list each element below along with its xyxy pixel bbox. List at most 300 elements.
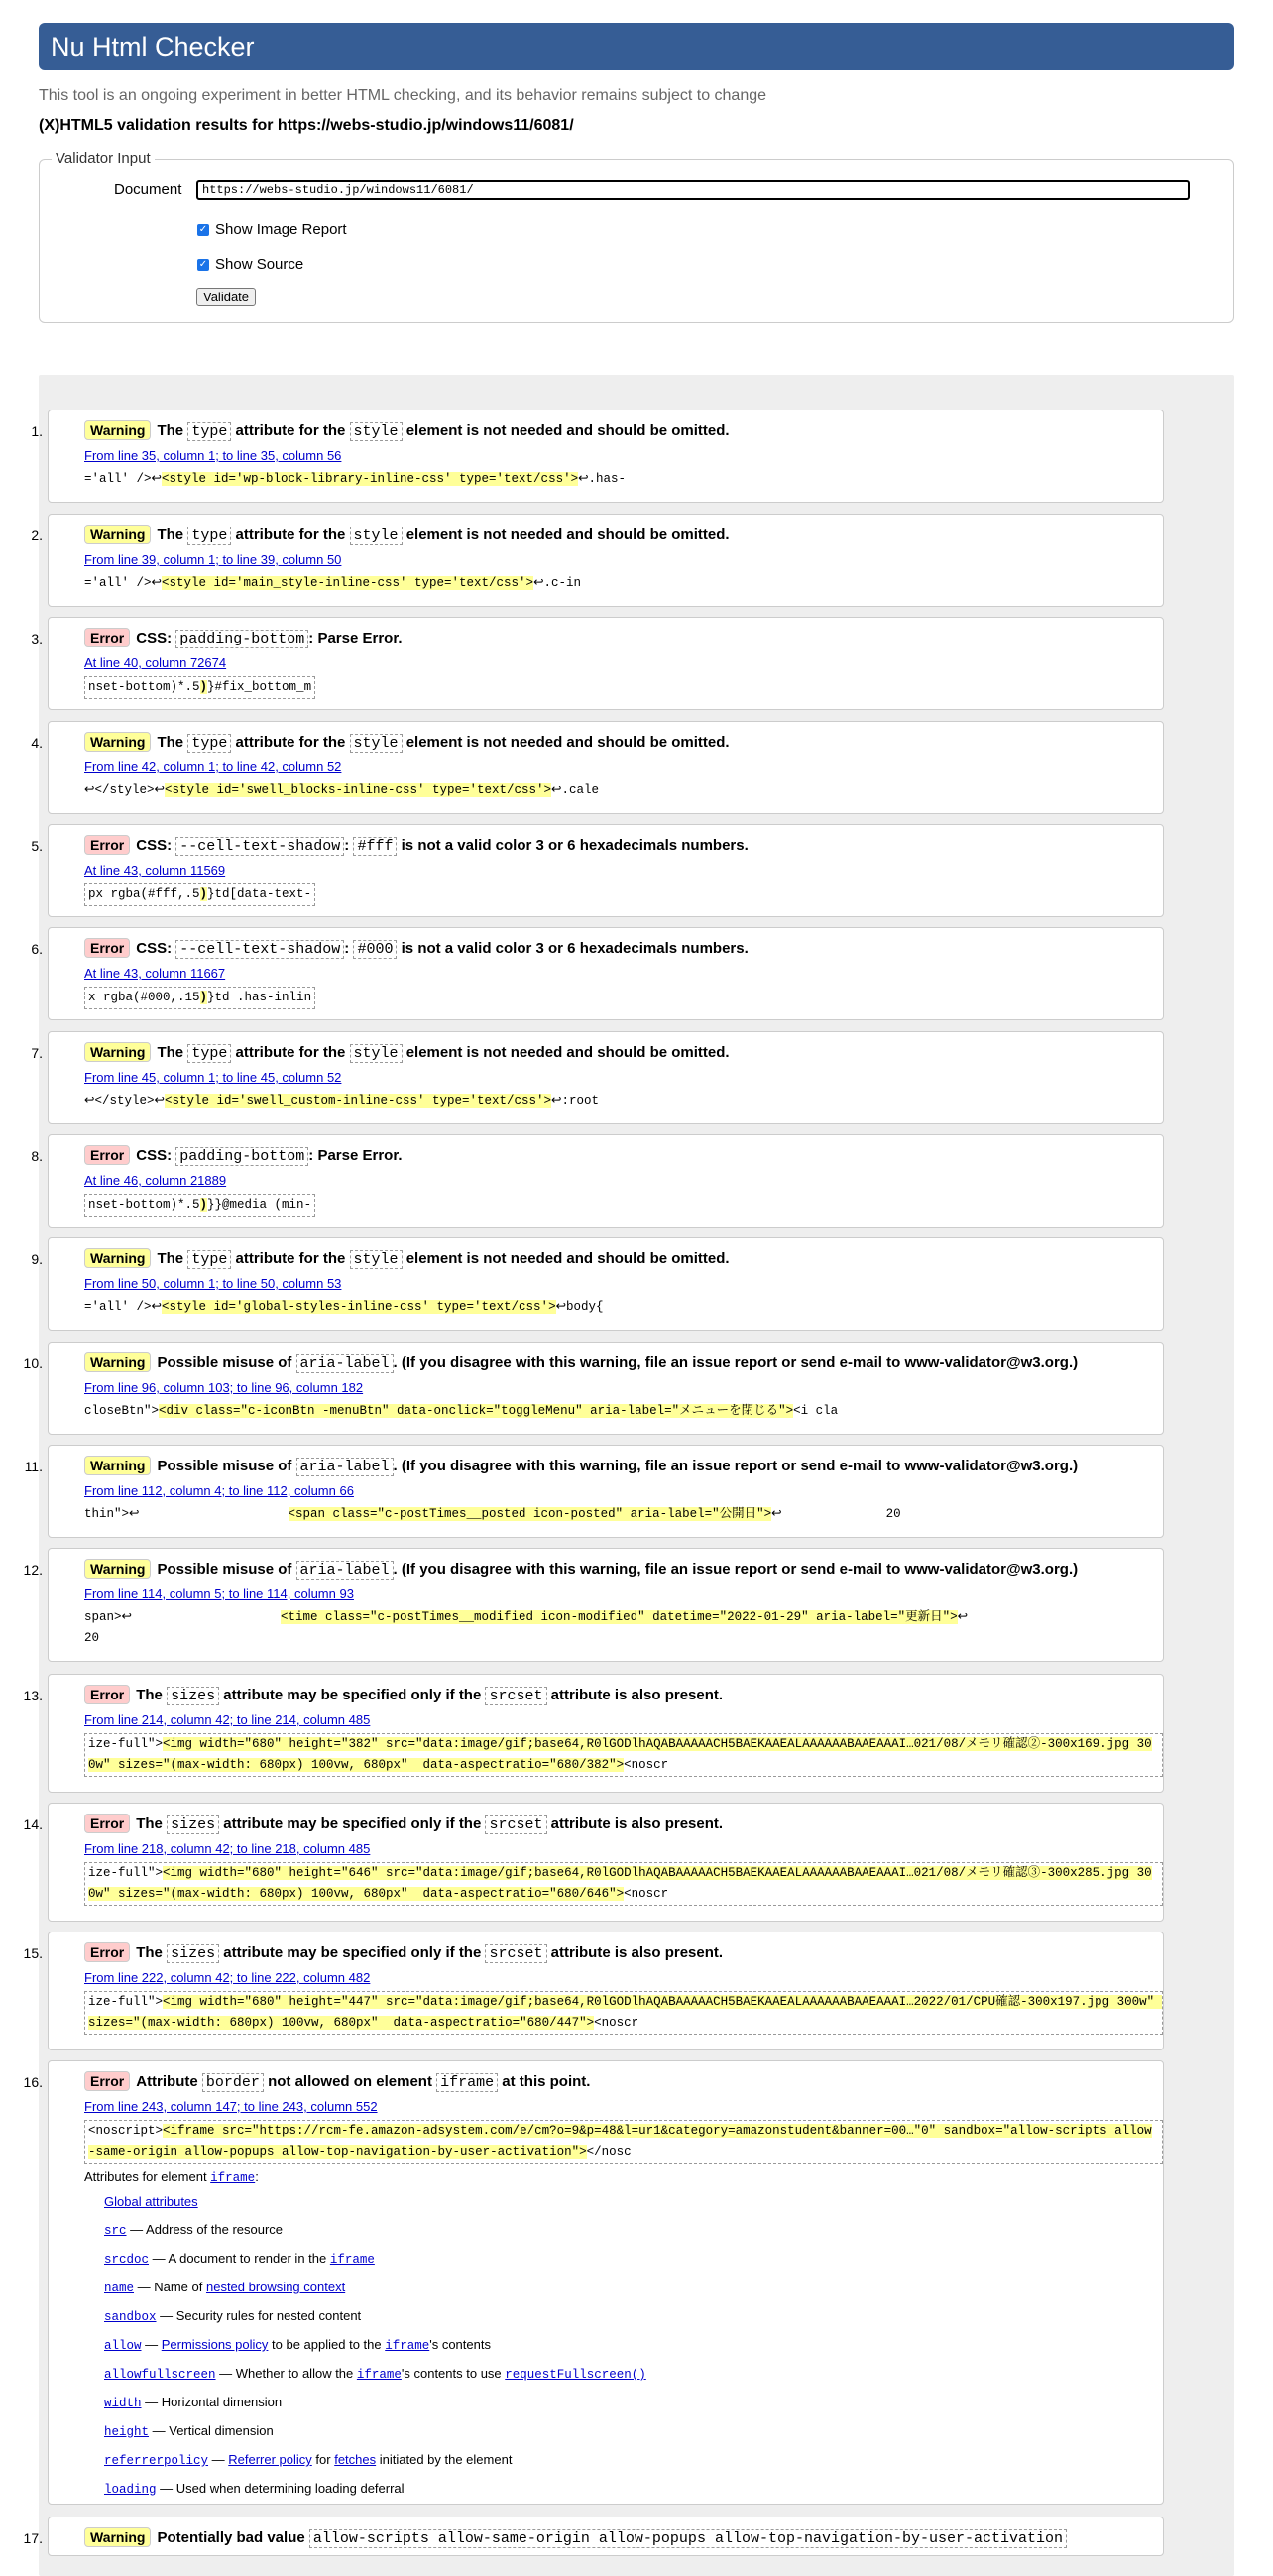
- message-number: 2.: [31, 527, 43, 543]
- message-heading: [84, 1248, 1163, 1271]
- element-link[interactable]: [505, 2366, 646, 2381]
- source-extract: [84, 676, 315, 699]
- extract-highlight: <img width="680" height="382" src="data:image/gif;base64,R0lGODlhAQABAAAAACH5BAEKAAEALAAAAAABAAEAAAI…021/08/メモリ確認②-300x169.jpg 300w" sizes="(max-width: 680px) 100vw, 680px" data-aspectratio="680/382">: [88, 1737, 1152, 1772]
- extract-highlight: <img width="680" height="646" src="data:image/gif;base64,R0lGODlhAQABAAAAACH5BAEKAAEALAAAAAABAAEAAAI…021/08/メモリ確認③-300x285.jpg 300w" sizes="(max-width: 680px) 100vw, 680px" data-aspectratio="680/646">: [88, 1866, 1152, 1901]
- message-text: element is not needed and should be omitted.: [402, 527, 730, 543]
- definition-link[interactable]: Referrer policy: [228, 2452, 312, 2467]
- message-text: CSS:: [136, 630, 176, 646]
- error-badge: Error: [84, 835, 130, 855]
- location-link[interactable]: From line 112, column 4; to line 112, column 66: [84, 1483, 354, 1498]
- attribute-link[interactable]: [104, 2366, 216, 2381]
- error-badge: Error: [84, 1942, 130, 1962]
- message-keyword: type: [187, 422, 231, 441]
- message-heading: [84, 1814, 1163, 1836]
- message-text: attribute for the: [231, 734, 350, 751]
- message-text: Potentially bad value: [157, 2529, 309, 2546]
- message-keyword: style: [350, 734, 403, 753]
- source-extract: [84, 1297, 1163, 1318]
- attributes-heading-suffix: :: [255, 2169, 259, 2184]
- message-text: Possible misuse of: [157, 1458, 296, 1474]
- message-text: attribute for the: [231, 422, 350, 439]
- message-text: : Parse Error.: [308, 1147, 403, 1164]
- attribute-item: [84, 2302, 1163, 2331]
- attribute-link[interactable]: [104, 2395, 142, 2409]
- attribute-desc: — Horizontal dimension: [141, 2395, 283, 2409]
- message-keyword: style: [350, 1250, 403, 1269]
- message-location: [84, 1069, 1163, 1087]
- attribute-link[interactable]: [104, 2337, 142, 2352]
- attribute-item: [84, 2188, 1163, 2216]
- message-number: 1.: [31, 423, 43, 439]
- attribute-name: loading: [104, 2483, 157, 2497]
- message-keyword: #000: [353, 940, 397, 959]
- attribute-desc: for: [311, 2452, 335, 2467]
- attribute-name: height: [104, 2425, 150, 2439]
- attribute-item: [84, 2389, 1163, 2417]
- attribute-item: [84, 2446, 1163, 2475]
- attribute-item: [84, 2274, 1163, 2302]
- source-extract: [84, 1862, 1163, 1906]
- extract-highlight: ): [199, 680, 208, 694]
- location-link[interactable]: At line 46, column 21889: [84, 1173, 227, 1188]
- extract-after: <noscr: [594, 2016, 639, 2030]
- extract-highlight: <time class="c-postTimes__modified icon-modified" datetime="2022-01-29" aria-label="更新日">: [281, 1610, 958, 1624]
- warning-badge: Warning: [84, 1559, 151, 1579]
- location-link[interactable]: From line 42, column 1; to line 42, column 52: [84, 760, 342, 774]
- message-text: CSS:: [136, 837, 176, 854]
- message-item: [31, 1237, 1164, 1331]
- message-number: 4.: [31, 735, 43, 751]
- message-item: [31, 721, 1164, 814]
- message-location: [84, 759, 1163, 776]
- extract-before: thin">↩: [84, 1507, 289, 1521]
- attribute-item: [84, 2475, 1163, 2504]
- message-number: 10.: [23, 1355, 43, 1371]
- location-link[interactable]: From line 45, column 1; to line 45, column 52: [84, 1070, 342, 1085]
- extract-before: ↩</style>↩: [84, 783, 165, 797]
- attribute-link[interactable]: Global attributes: [104, 2194, 198, 2209]
- message-number: 15.: [23, 1945, 43, 1961]
- message-item: [31, 927, 1164, 1020]
- extract-before: px rgba(#fff,.5: [88, 887, 200, 901]
- extract-before: nset-bottom)*.5: [88, 1198, 200, 1212]
- extract-highlight: <style id='swell_custom-inline-css' type='text/css'>: [164, 1094, 552, 1108]
- message-text: The: [157, 1250, 188, 1267]
- message-keyword: sizes: [167, 1687, 219, 1705]
- message-text: Possible misuse of: [157, 1561, 296, 1578]
- message-keyword: iframe: [436, 2073, 498, 2092]
- attribute-name: name: [104, 2282, 135, 2295]
- message-text: attribute may be specified only if the: [219, 1944, 486, 1961]
- message-text: element is not needed and should be omitted.: [402, 422, 730, 439]
- attribute-name: srcdoc: [104, 2253, 150, 2267]
- message-text: The: [157, 527, 188, 543]
- message-heading: [84, 1685, 1163, 1707]
- message-heading: [84, 420, 1163, 443]
- message-number: 14.: [23, 1816, 43, 1832]
- extract-before: ↩</style>↩: [84, 1094, 165, 1108]
- attribute-desc: — Address of the resource: [126, 2222, 284, 2237]
- message-heading: [84, 835, 1163, 858]
- attribute-item: [84, 2331, 1163, 2360]
- message-keyword: padding-bottom: [175, 630, 308, 648]
- attribute-link[interactable]: [104, 2222, 127, 2237]
- warning-badge: Warning: [84, 1042, 151, 1062]
- extract-before: ='all' />↩: [84, 472, 162, 486]
- message-item: [23, 1932, 1164, 2050]
- attribute-desc: —: [208, 2452, 229, 2467]
- message-heading: [84, 1352, 1163, 1375]
- message-keyword: #fff: [353, 837, 397, 856]
- message-location: [84, 1482, 1163, 1500]
- source-extract: [84, 1194, 315, 1217]
- extract-highlight: <iframe src="https://rcm-fe.amazon-adsystem.com/e/cm?o=9&p=48&l=ur1&category=amazonstudent&banner=00…"0" sandbox="allow-scripts allow-same-origin allow-popups allow-top-navigation-by-user-activation">: [88, 2124, 1152, 2159]
- location-link[interactable]: From line 243, column 147; to line 243, column 552: [84, 2099, 378, 2114]
- element-link[interactable]: [357, 2366, 402, 2381]
- attribute-name: allowfullscreen: [104, 2368, 216, 2382]
- attributes-heading-text: Attributes for element: [84, 2169, 211, 2184]
- attribute-link[interactable]: [104, 2452, 208, 2467]
- message-heading: [84, 1559, 1163, 1581]
- source-extract: [84, 1401, 1163, 1422]
- element-code: requestFullscreen(): [505, 2368, 646, 2382]
- extract-before: ize-full">: [88, 1866, 164, 1880]
- message-number: 3.: [31, 631, 43, 646]
- message-number: 11.: [24, 1459, 43, 1474]
- extract-after: }td .has-inlin: [207, 991, 312, 1004]
- show-image-report-option[interactable]: [197, 221, 347, 238]
- attribute-desc: — Vertical dimension: [149, 2423, 274, 2438]
- attribute-name: referrerpolicy: [104, 2454, 209, 2468]
- attribute-link[interactable]: [104, 2251, 149, 2266]
- message-keyword: sizes: [167, 1815, 219, 1834]
- message-text: . (If you disagree with this warning, file an issue report or send e-mail to www-validator@w3.org.): [393, 1458, 1079, 1474]
- extract-before: ize-full">: [88, 1995, 164, 2009]
- source-extract: [84, 2120, 1163, 2164]
- message-heading: [84, 1042, 1163, 1065]
- attribute-desc: — Whether to allow the: [215, 2366, 357, 2381]
- message-keyword: type: [187, 734, 231, 753]
- extract-highlight: <style id='global-styles-inline-css' type='text/css'>: [162, 1300, 556, 1314]
- attribute-item: [84, 2245, 1163, 2274]
- message-text: The: [157, 734, 188, 751]
- attributes-heading: [84, 2167, 1163, 2188]
- source-extract: [84, 780, 1163, 801]
- message-item: [24, 1445, 1164, 1538]
- attribute-name: allow: [104, 2339, 142, 2353]
- message-keyword: aria-label: [296, 1561, 394, 1580]
- error-badge: Error: [84, 1814, 130, 1833]
- message-keyword: padding-bottom: [175, 1147, 308, 1166]
- message-keyword: aria-label: [296, 1354, 394, 1373]
- message-item: [23, 1803, 1164, 1922]
- element-code: iframe: [329, 2253, 375, 2267]
- message-text: element is not needed and should be omitted.: [402, 734, 730, 751]
- message-keyword: type: [187, 1250, 231, 1269]
- message-number: 13.: [23, 1688, 43, 1703]
- extract-highlight: <style id='main_style-inline-css' type='text/css'>: [162, 576, 534, 590]
- message-number: 17.: [23, 2530, 43, 2546]
- message-text: attribute for the: [231, 527, 350, 543]
- message-text: attribute is also present.: [546, 1815, 724, 1832]
- message-heading: [84, 2527, 1163, 2550]
- message-text: attribute is also present.: [546, 1687, 724, 1703]
- message-item: [23, 2060, 1164, 2505]
- extract-highlight: ): [199, 991, 208, 1004]
- show-image-report-checkbox[interactable]: ✓: [198, 223, 208, 235]
- message-location: [84, 551, 1163, 569]
- message-item: [31, 1134, 1164, 1228]
- message-heading: [84, 628, 1163, 650]
- validate-button[interactable]: Validate: [196, 288, 256, 306]
- message-location: [84, 2098, 1163, 2116]
- extract-highlight: <div class="c-iconBtn -menuBtn" data-onclick="toggleMenu" aria-label="メニューを閉じる">: [159, 1404, 794, 1418]
- message-text: Attribute: [136, 2073, 202, 2090]
- location-link[interactable]: From line 96, column 103; to line 96, column 182: [84, 1380, 364, 1395]
- attribute-desc: to be applied to the: [268, 2337, 386, 2352]
- message-location: [84, 1172, 1163, 1190]
- validator-input-fieldset: [39, 150, 1234, 323]
- extract-after: ↩.cale: [551, 783, 600, 797]
- attribute-desc: —: [141, 2337, 162, 2352]
- extract-after: ↩.has-: [578, 472, 627, 486]
- message-heading: [84, 1456, 1163, 1478]
- message-text: The: [157, 422, 188, 439]
- message-heading: [84, 2071, 1163, 2094]
- message-text: at this point.: [498, 2073, 591, 2090]
- message-text: is not a valid color 3 or 6 hexadecimals numbers.: [397, 940, 749, 957]
- message-item: [31, 824, 1164, 917]
- extract-after: ↩.c-in: [533, 576, 582, 590]
- extract-after: }}@media (min-: [207, 1198, 312, 1212]
- extract-after: }td[data-text-: [207, 887, 312, 901]
- source-extract: [84, 1091, 1163, 1112]
- message-keyword: type: [187, 1044, 231, 1063]
- warning-badge: Warning: [84, 732, 151, 752]
- message-number: 5.: [31, 838, 43, 854]
- definition-link[interactable]: fetches: [334, 2452, 377, 2467]
- message-text: attribute for the: [231, 1044, 350, 1061]
- message-keyword: type: [187, 527, 231, 545]
- warning-badge: Warning: [84, 1456, 151, 1475]
- message-keyword: srcset: [485, 1944, 546, 1963]
- extract-after: </nosc: [586, 2145, 632, 2159]
- definition-link[interactable]: nested browsing context: [205, 2280, 346, 2294]
- message-keyword: --cell-text-shadow: [175, 837, 344, 856]
- message-text: Possible misuse of: [157, 1354, 296, 1371]
- attribute-item: [84, 2360, 1163, 2389]
- attribute-item: [84, 2216, 1163, 2245]
- message-item: [23, 1548, 1164, 1662]
- error-badge: Error: [84, 2071, 130, 2091]
- warning-badge: Warning: [84, 1352, 151, 1372]
- extract-highlight: <style id='wp-block-library-inline-css' type='text/css'>: [162, 472, 579, 486]
- message-item: [23, 1674, 1164, 1793]
- error-badge: Error: [84, 938, 130, 958]
- message-text: The: [136, 1687, 168, 1703]
- extract-after: ↩:root: [551, 1094, 600, 1108]
- extract-after: ↩body{: [555, 1300, 604, 1314]
- message-keyword: allow-scripts allow-same-origin allow-popups allow-top-navigation-by-user-activation: [309, 2529, 1067, 2548]
- extract-before: closeBtn">: [84, 1404, 160, 1418]
- message-heading: [84, 1145, 1163, 1168]
- message-text: is not a valid color 3 or 6 hexadecimals numbers.: [397, 837, 749, 854]
- subtitle: This tool is an ongoing experiment in better HTML checking, and its behavior remains subject to change: [39, 87, 767, 104]
- extract-after: ↩ 20: [84, 1610, 969, 1645]
- extract-highlight: ): [199, 1198, 208, 1212]
- message-keyword: style: [350, 527, 403, 545]
- element-link[interactable]: [385, 2337, 429, 2352]
- iframe-element-link[interactable]: [210, 2169, 255, 2184]
- message-heading: [84, 732, 1163, 755]
- message-text: attribute may be specified only if the: [219, 1687, 486, 1703]
- message-number: 9.: [31, 1251, 43, 1267]
- message-location: [84, 1711, 1163, 1729]
- extract-after: ↩ 20: [771, 1507, 901, 1521]
- attribute-name: sandbox: [104, 2310, 157, 2324]
- extract-before: <noscript>: [88, 2124, 164, 2138]
- message-item: [23, 1342, 1164, 1435]
- message-number: 8.: [31, 1148, 43, 1164]
- source-extract: [84, 573, 1163, 594]
- message-keyword: border: [202, 2073, 264, 2092]
- validator-legend: Validator Input: [52, 150, 155, 167]
- attribute-desc: — A document to render in the: [149, 2251, 330, 2266]
- attribute-link[interactable]: [104, 2280, 134, 2294]
- extract-before: span>↩: [84, 1610, 282, 1624]
- message-text: CSS:: [136, 1147, 176, 1164]
- message-number: 16.: [23, 2074, 43, 2090]
- extract-highlight: ): [199, 887, 208, 901]
- show-source-checkbox[interactable]: ✓: [198, 258, 208, 270]
- message-text: . (If you disagree with this warning, file an issue report or send e-mail to www-validator@w3.org.): [393, 1354, 1079, 1371]
- location-link[interactable]: From line 218, column 42; to line 218, column 485: [84, 1841, 371, 1856]
- location-link[interactable]: From line 39, column 1; to line 39, column 50: [84, 552, 342, 567]
- message-keyword: --cell-text-shadow: [175, 940, 344, 959]
- source-extract: [84, 1504, 1163, 1525]
- message-location: [84, 965, 1163, 983]
- location-link[interactable]: At line 43, column 11667: [84, 966, 226, 981]
- message-text: : Parse Error.: [308, 630, 403, 646]
- extract-before: ize-full">: [88, 1737, 164, 1751]
- extract-highlight: <span class="c-postTimes__posted icon-posted" aria-label="公開日">: [288, 1507, 772, 1521]
- message-location: [84, 654, 1163, 672]
- message-keyword: sizes: [167, 1944, 219, 1963]
- source-extract: [84, 1607, 1163, 1649]
- location-link[interactable]: From line 35, column 1; to line 35, column 56: [84, 448, 342, 463]
- message-number: 12.: [23, 1562, 43, 1578]
- location-link[interactable]: From line 214, column 42; to line 214, column 485: [84, 1712, 371, 1727]
- message-keyword: aria-label: [296, 1458, 394, 1476]
- message-text: :: [344, 940, 354, 957]
- attribute-item: [84, 2417, 1163, 2446]
- warning-badge: Warning: [84, 525, 151, 544]
- location-link[interactable]: From line 222, column 42; to line 222, column 482: [84, 1970, 371, 1985]
- message-text: CSS:: [136, 940, 176, 957]
- message-location: [84, 1379, 1163, 1397]
- location-link[interactable]: At line 40, column 72674: [84, 655, 227, 670]
- source-extract: [84, 469, 1163, 490]
- element-link[interactable]: [330, 2251, 375, 2266]
- message-text: attribute may be specified only if the: [219, 1815, 486, 1832]
- message-item: [31, 410, 1164, 503]
- page-title: Nu Html Checker: [39, 23, 1234, 70]
- extract-highlight: <style id='swell_blocks-inline-css' type='text/css'>: [164, 783, 552, 797]
- attribute-name: src: [104, 2224, 127, 2238]
- location-link[interactable]: At line 43, column 11569: [84, 863, 226, 878]
- attribute-desc: — Security rules for nested content: [156, 2308, 362, 2323]
- attribute-link[interactable]: [104, 2481, 157, 2496]
- error-badge: Error: [84, 1685, 130, 1704]
- source-extract: [84, 987, 315, 1009]
- attribute-link[interactable]: [104, 2308, 157, 2323]
- source-extract: [84, 1991, 1163, 2035]
- message-text: :: [344, 837, 354, 854]
- definition-link[interactable]: Permissions policy: [161, 2337, 269, 2352]
- extract-before: ='all' />↩: [84, 576, 162, 590]
- warning-badge: Warning: [84, 1248, 151, 1268]
- extract-after: <noscr: [624, 1758, 669, 1772]
- attribute-desc: 's contents to use: [401, 2366, 506, 2381]
- location-link[interactable]: From line 50, column 1; to line 50, column 53: [84, 1276, 342, 1291]
- message-text: attribute is also present.: [546, 1944, 724, 1961]
- element-code: iframe: [385, 2339, 430, 2353]
- message-text: The: [157, 1044, 188, 1061]
- message-text: element is not needed and should be omitted.: [402, 1044, 730, 1061]
- source-extract: [84, 883, 315, 906]
- extract-highlight: <img width="680" height="447" src="data:image/gif;base64,R0lGODlhAQABAAAAACH5BAEKAAEALAAAAAABAAEAAAI…2022/01/CPU確認-300x197.jpg 300w" sizes="(max-width: 680px) 100vw, 680px" data-aspectratio="680/447">: [88, 1995, 1162, 2030]
- location-link[interactable]: From line 114, column 5; to line 114, column 93: [84, 1586, 354, 1601]
- error-badge: Error: [84, 628, 130, 647]
- show-source-label: Show Source: [215, 256, 304, 273]
- attribute-desc: initiated by the element: [376, 2452, 513, 2467]
- message-text: . (If you disagree with this warning, file an issue report or send e-mail to www-validator@w3.org.): [393, 1561, 1079, 1578]
- message-text: element is not needed and should be omitted.: [402, 1250, 730, 1267]
- extract-after: }#fix_bottom_m: [207, 680, 312, 694]
- message-location: [84, 1585, 1163, 1603]
- show-image-report-label: Show Image Report: [215, 221, 347, 238]
- message-heading: [84, 525, 1163, 547]
- message-location: [84, 862, 1163, 879]
- extract-before: ='all' />↩: [84, 1300, 162, 1314]
- extract-before: x rgba(#000,.15: [88, 991, 200, 1004]
- message-text: not allowed on element: [263, 2073, 437, 2090]
- show-source-option[interactable]: [197, 256, 303, 273]
- source-extract: [84, 1733, 1163, 1777]
- message-item: [31, 1031, 1164, 1124]
- warning-badge: Warning: [84, 2527, 151, 2547]
- document-url-input[interactable]: https://webs-studio.jp/windows11/6081/: [196, 180, 1190, 200]
- attribute-desc: — Name of: [134, 2280, 206, 2294]
- document-label: Document: [114, 181, 182, 198]
- message-number: 7.: [31, 1045, 43, 1061]
- message-location: [84, 1275, 1163, 1293]
- extract-after: <i cla: [793, 1404, 839, 1418]
- extract-before: nset-bottom)*.5: [88, 680, 200, 694]
- message-text: The: [136, 1815, 168, 1832]
- element-code: iframe: [356, 2368, 402, 2382]
- message-location: [84, 1969, 1163, 1987]
- message-location: [84, 1840, 1163, 1858]
- message-item: [31, 514, 1164, 607]
- attribute-link[interactable]: [104, 2423, 149, 2438]
- message-keyword: srcset: [485, 1815, 546, 1834]
- message-item: [31, 617, 1164, 710]
- error-badge: Error: [84, 1145, 130, 1165]
- warning-badge: Warning: [84, 420, 151, 440]
- message-keyword: style: [350, 1044, 403, 1063]
- attribute-desc: — Used when determining loading deferral: [156, 2481, 405, 2496]
